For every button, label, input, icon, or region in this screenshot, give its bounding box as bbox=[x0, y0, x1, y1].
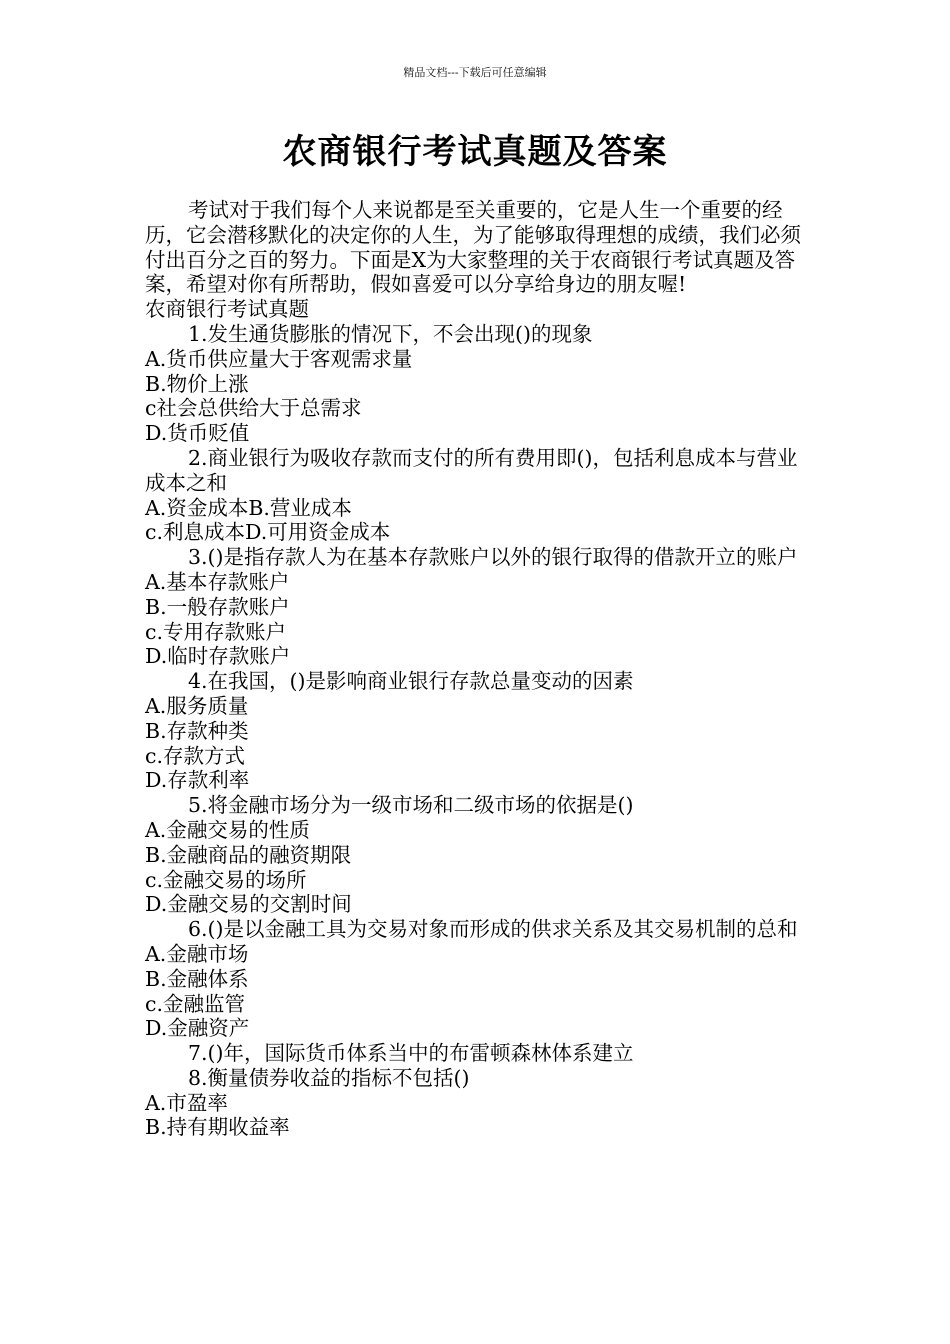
question-2-stem: 2.商业银行为吸收存款而支付的所有费用即()，包括利息成本与营业成本之和 bbox=[145, 445, 798, 495]
question-1-option-d: D.货币贬值 bbox=[145, 421, 250, 446]
question-4-option-d: D.存款利率 bbox=[145, 768, 250, 793]
question-3-option-b: B.一般存款账户 bbox=[145, 594, 290, 619]
question-6-stem: 6.()是以金融工具为交易对象而形成的供求关系及其交易机制的总和 bbox=[188, 917, 798, 942]
section-title: 农商银行考试真题 bbox=[145, 297, 309, 322]
question-5-stem: 5.将金融市场分为一级市场和二级市场的依据是() bbox=[188, 793, 634, 818]
question-2-options-cd: c.利息成本D.可用资金成本 bbox=[145, 520, 391, 545]
question-8-option-a: A.市盈率 bbox=[145, 1090, 228, 1115]
question-8-stem: 8.衡量债券收益的指标不包括() bbox=[188, 1065, 470, 1090]
question-1-option-b: B.物价上涨 bbox=[145, 371, 249, 396]
question-4-option-b: B.存款种类 bbox=[145, 718, 249, 743]
question-6-option-d: D.金融资产 bbox=[145, 1016, 250, 1041]
question-5-option-b: B.金融商品的融资期限 bbox=[145, 842, 352, 867]
document-body bbox=[145, 198, 809, 1140]
question-5-option-d: D.金融交易的交割时间 bbox=[145, 892, 352, 917]
page-header: 精品文档---下载后可任意编辑 bbox=[403, 66, 547, 79]
question-4-option-a: A.服务质量 bbox=[145, 693, 249, 718]
question-3-stem: 3.()是指存款人为在基本存款账户以外的银行取得的借款开立的账户 bbox=[188, 545, 798, 570]
document-title: 农商银行考试真题及答案 bbox=[282, 132, 668, 172]
question-5-option-a: A.金融交易的性质 bbox=[145, 817, 310, 842]
question-6-option-b: B.金融体系 bbox=[145, 966, 249, 991]
question-3-option-a: A.基本存款账户 bbox=[145, 569, 290, 594]
question-6-option-c: c.金融监管 bbox=[145, 991, 245, 1016]
intro-paragraph: 考试对于我们每个人来说都是至关重要的，它是人生一个重要的经历，它会潜移默化的决定你的人生，为了能够取得理想的成绩，我们必须付出百分之百的努力。下面是X为大家整理的关于农商银行考试真题及答案，希望对你有所帮助，假如喜爱可以分享给身边的朋友喔! bbox=[145, 198, 801, 297]
question-6-option-a: A.金融市场 bbox=[145, 941, 249, 966]
question-4-stem: 4.在我国，()是影响商业银行存款总量变动的因素 bbox=[188, 669, 634, 694]
question-1-option-a: A.货币供应量大于客观需求量 bbox=[145, 346, 413, 371]
question-8-option-b: B.持有期收益率 bbox=[145, 1115, 290, 1140]
question-5-option-c: c.金融交易的场所 bbox=[145, 867, 307, 892]
question-3-option-c: c.专用存款账户 bbox=[145, 619, 286, 644]
question-7-stem: 7.()年，国际货币体系当中的布雷顿森林体系建立 bbox=[188, 1041, 634, 1066]
question-4-option-c: c.存款方式 bbox=[145, 743, 245, 768]
question-3-option-d: D.临时存款账户 bbox=[145, 644, 291, 669]
question-2-options-ab: A.资金成本B.营业成本 bbox=[145, 495, 352, 520]
question-1-option-c: c社会总供给大于总需求 bbox=[145, 396, 362, 421]
question-1-stem: 1.发生通货膨胀的情况下，不会出现()的现象 bbox=[188, 321, 593, 346]
